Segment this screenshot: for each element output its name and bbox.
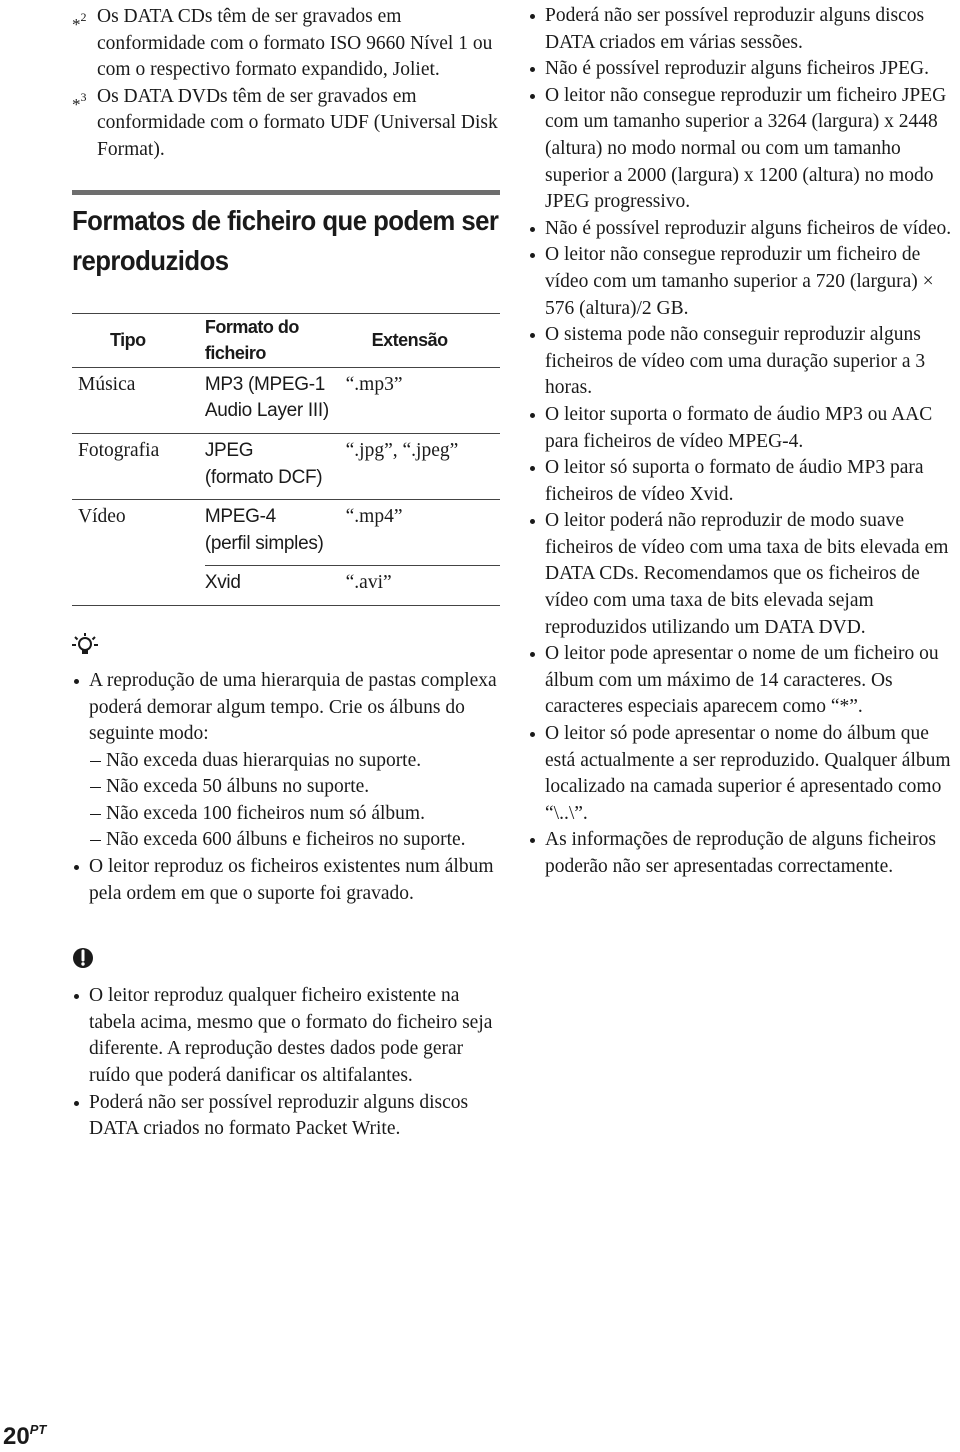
cell-type: Vídeo xyxy=(78,506,126,528)
section-rule xyxy=(72,190,500,195)
section-title: Formatos de ficheiro que podem ser reproduzidos xyxy=(72,204,499,276)
page-number: $20^{PT}$ xyxy=(3,1422,47,1450)
list-item: Não é possível reproduzir alguns ficheiros JPEG. xyxy=(528,56,960,83)
header-format: Formato do ficheiro xyxy=(205,313,346,367)
lightbulb-icon xyxy=(72,632,98,658)
caution-icon xyxy=(72,947,94,969)
file-format-table xyxy=(72,313,500,606)
list-item: O leitor só suporta o formato de áudio MP3 para ficheiros de vídeo Xvid. xyxy=(528,455,960,508)
footnote-mark: *$^3$ xyxy=(72,89,87,114)
list-item: O sistema pode não conseguir reproduzir alguns ficheiros de vídeo com uma duração superior a 3 horas. xyxy=(528,322,960,402)
header-type: Tipo xyxy=(72,313,205,367)
table-header-row xyxy=(72,313,500,367)
list-item: Não é possível reproduzir alguns ficheiros de vídeo. xyxy=(528,216,960,243)
cell-type: Música xyxy=(72,367,205,433)
footnote-3 xyxy=(72,84,500,164)
notes-list xyxy=(528,3,960,881)
sub-list xyxy=(89,748,500,854)
footnote-text: Os DATA CDs têm de ser gravados em conformidade com o formato ISO 9660 Nível 1 ou com o respectivo formato expandido, Joliet. xyxy=(97,6,493,81)
footnote-2 xyxy=(72,4,500,84)
list-item: O leitor pode apresentar o nome de um ficheiro ou álbum com um máximo de 14 caracteres. Os caracteres especiais aparecem como “*”. xyxy=(528,641,960,721)
list-item: O leitor reproduz os ficheiros existentes num álbum pela ordem em que o suporte foi gravado. xyxy=(72,854,500,907)
cell-format: JPEG (formato DCF) xyxy=(205,433,346,499)
list-item: Não exceda duas hierarquias no suporte. xyxy=(89,748,500,775)
list-item: Poderá não ser possível reproduzir alguns discos DATA criados no formato Packet Write. xyxy=(72,1090,500,1143)
list-item: O leitor só pode apresentar o nome do álbum que está actualmente a ser reproduzido. Qualquer álbum localizado na camada superior é apresentado como “\..\”. xyxy=(528,721,960,827)
cell-format: MPEG-4 (perfil simples) xyxy=(205,500,346,566)
cell-format: Xvid xyxy=(205,566,346,606)
list-item: O leitor reproduz qualquer ficheiro existente na tabela acima, mesmo que o formato do ficheiro seja diferente. A reprodução destes dados pode gerar ruído que poderá danificar os altifalantes. xyxy=(72,983,500,1089)
list-item: O leitor suporta o formato de áudio MP3 ou AAC para ficheiros de vídeo MPEG-4. xyxy=(528,402,960,455)
cell-type: Fotografia xyxy=(72,433,205,499)
list-item: Não exceda 50 álbuns no suporte. xyxy=(89,774,500,801)
table-row xyxy=(72,566,500,606)
hint-section xyxy=(72,632,500,662)
table-row xyxy=(72,433,500,499)
cell-extension: “.avi” xyxy=(346,566,500,606)
list-item: A reprodução de uma hierarquia de pastas complexa poderá demorar algum tempo. Crie os álbuns do seguinte modo: Não exceda duas hierarquias no suporte. Não exceda 50 álbuns no suporte. Não exceda 100 ficheiros num só álbum. Não exceda 600 álbuns e ficheiros no suporte. xyxy=(72,668,500,854)
footnote-mark: *$^2$ xyxy=(72,10,87,34)
cell-extension: “.jpg”, “.jpeg” xyxy=(346,433,500,499)
header-extension: Extensão xyxy=(346,313,500,367)
cell-extension: “.mp4” xyxy=(346,500,500,566)
list-item: O leitor poderá não reproduzir de modo suave ficheiros de vídeo com uma taxa de bits elevada em DATA CDs. Recomendamos que os ficheiros de vídeo com uma taxa de bits elevada sejam reproduzidos utilizando um DATA DVD. xyxy=(528,508,960,641)
cell-type xyxy=(72,566,205,606)
table-row xyxy=(72,367,500,433)
cell-extension: “.mp3” xyxy=(346,367,500,433)
cell-format: MP3 (MPEG-1 Audio Layer III) xyxy=(205,367,346,433)
table-row xyxy=(72,500,500,566)
caution-list xyxy=(72,983,500,1143)
list-item: Poderá não ser possível reproduzir alguns discos DATA criados em várias sessões. xyxy=(528,3,960,56)
right-column xyxy=(528,0,960,881)
caution-section xyxy=(72,947,500,977)
list-item: Não exceda 100 ficheiros num só álbum. xyxy=(89,801,500,828)
list-item: As informações de reprodução de alguns ficheiros poderão não ser apresentadas correctamente. xyxy=(528,827,960,880)
footnote-text: Os DATA DVDs têm de ser gravados em conformidade com o formato UDF (Universal Disk Format). xyxy=(97,85,498,160)
hint-list xyxy=(72,668,500,907)
list-item: O leitor não consegue reproduzir um ficheiro JPEG com um tamanho superior a 3264 (largura) x 2448 (altura) no modo normal ou com um tamanho superior a 2000 (largura) x 1200 (altura) no modo JPEG progressivo. xyxy=(528,83,960,216)
list-item: Não exceda 600 álbuns e ficheiros no suporte. xyxy=(89,827,500,854)
list-item: O leitor não consegue reproduzir um ficheiro de vídeo com um tamanho superior a 720 (largura) × 576 (altura)/2 GB. xyxy=(528,242,960,322)
left-column xyxy=(72,0,500,1143)
